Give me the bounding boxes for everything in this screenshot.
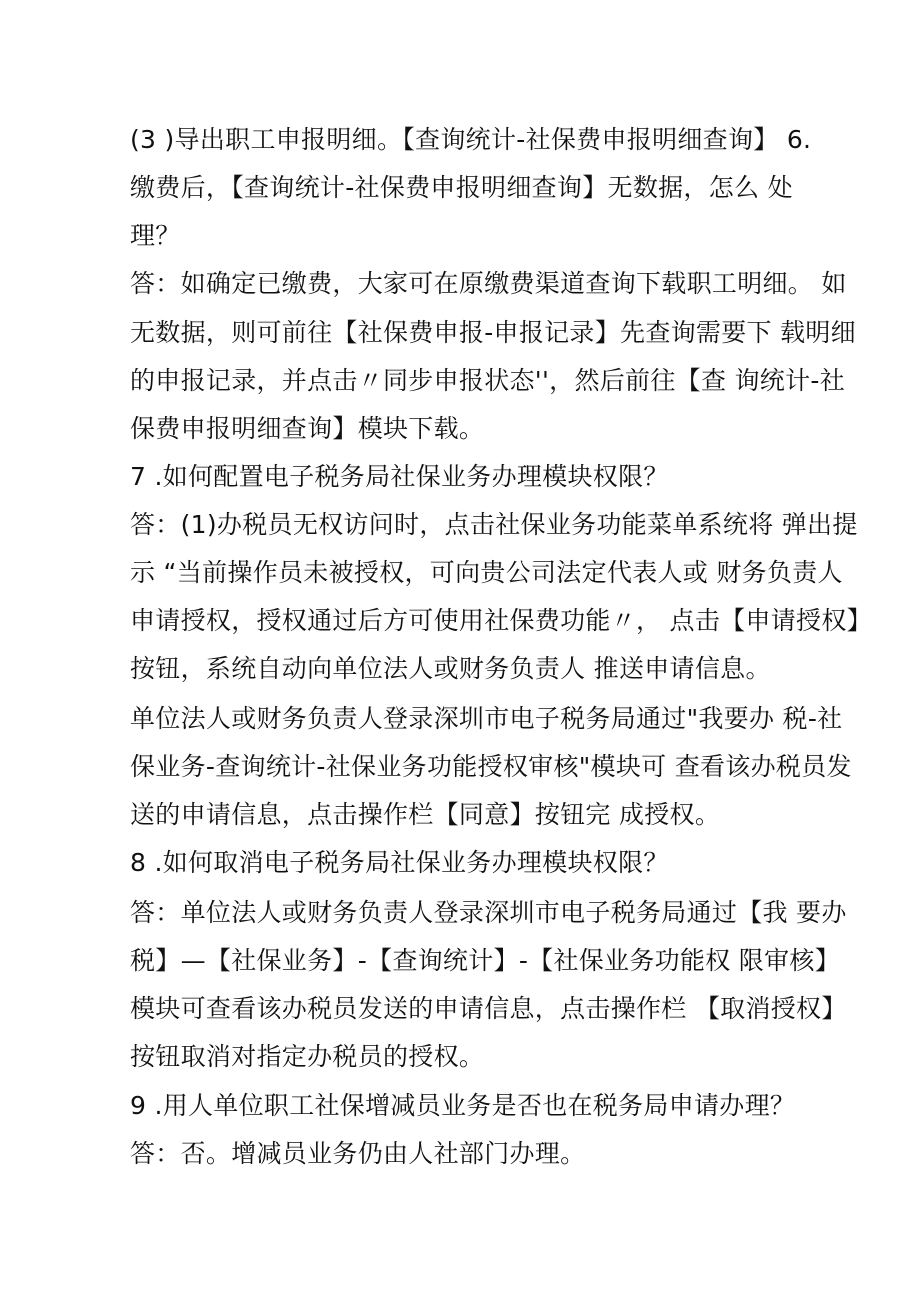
text-line: 答：如确定已缴费，大家可在原缴费渠道查询下载职工明细。 如 — [130, 269, 847, 298]
text-line: 按钮取消对指定办税员的授权。 — [130, 1042, 485, 1071]
question-heading-7: 7 .如何配置电子税务局社保业务办理模块权限？ — [130, 462, 669, 491]
question-heading-9: 9 .用人单位职工社保增减员业务是否也在税务局申请办理？ — [130, 1091, 796, 1120]
text-line: 答：(1)办税员无权访问时，点击社保业务功能菜单系统将 弹出提 — [130, 510, 858, 539]
text-line: 缴费后，【查询统计-社保费申报明细查询】无数据，怎么 处 — [130, 173, 793, 202]
text-line: 模块可查看该办税员发送的申请信息，点击操作栏 【取消授权】 — [130, 994, 847, 1023]
text-line: 按钮，系统自动向单位法人或财务负责人 推送申请信息。 — [130, 654, 771, 683]
text-line: 无数据，则可前往【社保费申报-申报记录】先查询需要下 载明细 — [130, 318, 856, 347]
text-line: 的申报记录，并点击〃同步申报状态''，然后前往【查 询统计-社 — [130, 366, 846, 395]
text-line: 送的申请信息，点击操作栏【同意】按钮完 成授权。 — [130, 800, 721, 829]
question-heading-8: 8 .如何取消电子税务局社保业务办理模块权限？ — [130, 848, 669, 877]
text-line: (3 )导出职工申报明细。【查询统计-社保费申报明细查询】 6. — [130, 125, 812, 154]
text-line: 示 “当前操作员未被授权，可向贵公司法定代表人或 财务负责人 — [130, 558, 843, 587]
text-line: 答：否。增减员业务仍由人社部门办理。 — [130, 1139, 586, 1168]
text-line: 保费申报明细查询】模块下载。 — [130, 414, 485, 443]
text-line: 答：单位法人或财务负责人登录深圳市电子税务局通过【我 要办 — [130, 898, 847, 927]
text-line: 申请授权，授权通过后方可使用社保费功能〃， 点击【申请授权】 — [130, 606, 872, 635]
text-line: 税】—【社保业务】-【查询统计】-【社保业务功能权 限审核】 — [130, 946, 840, 975]
text-line: 保业务-查询统计-社保业务功能授权审核"模块可 查看该办税员发 — [130, 752, 852, 781]
text-line: 理？ — [130, 221, 181, 250]
text-line: 单位法人或财务负责人登录深圳市电子税务局通过"我要办 税-社 — [130, 704, 843, 733]
